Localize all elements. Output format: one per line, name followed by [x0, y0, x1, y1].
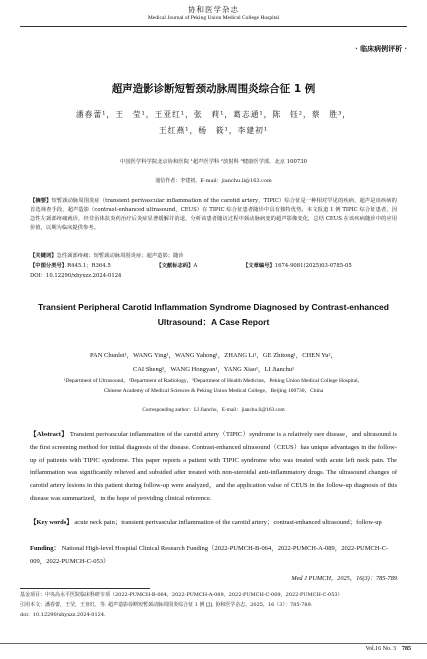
doi-cn[interactable]: DOI：10.12290/xhyxzz.2024-0124	[30, 273, 122, 279]
footnote-divider	[20, 588, 150, 589]
page-footer-divider	[0, 643, 427, 644]
keywords-en	[30, 517, 397, 530]
article-title-en	[20, 300, 407, 330]
abstract-en	[30, 429, 397, 506]
authors-en-line2: CAI Sheng³，WANG Hongyan¹，YANG Xiao¹，LI Jianchu¹	[132, 366, 295, 373]
abstract-cn-text: 短暂颈动脉周围炎症（transient perivascular inflammation of the carotid artery，TIPIC）综合征是一种相对罕见的疾病，超声是该疾病的首选筛查手段，超声造影（contrast-enhanced ultrasound，CEUS）在 TIPIC 综合征患者随诊中具有独特优势。本文报道 1 例 TIPIC 综合征患者，因急性左颈部疼痛就诊，经非甾体抗炎药治疗后炎症显著缓解并消退，分析该患者随访过程中颈动脉病变的超声影像变化，总结 CEUS 在该疾病随诊中的应用价值，以期为临床提供参考。	[30, 198, 397, 232]
header-divider	[20, 26, 407, 27]
abstract-cn-label: 【摘要】	[30, 198, 52, 204]
doc-code-value: A	[193, 263, 198, 269]
affiliations-en-line1: ¹Department of Ultrasound，²Department of Radiology，³Department of Health Medicine，Peking Union Medical College Hospital，	[63, 378, 364, 384]
clc-value: R445.1；R364.5	[67, 263, 111, 269]
clc-field	[30, 263, 133, 269]
footnote-doi[interactable]: doi：10.12290/xhyxzz.2024-0124.	[20, 612, 106, 618]
keywords-en-text: acute neck pain；transient perivascular inflammation of the carotid artery；contrast-enhanced ultrasound；follow-up	[74, 519, 382, 526]
page-footer	[365, 646, 411, 652]
footnote-citation: 引用本文：潘春蕾，王莹，王亚红，等. 超声造影诊断短暂颈动脉周围炎综合征 1 例 [J]. 协和医学杂志，2025，16（3）：785-789.	[20, 602, 313, 608]
article-title-en-line2: Ultrasound：A Case Report	[157, 317, 270, 327]
article-no-field	[243, 263, 374, 269]
page-number: 785	[402, 646, 411, 652]
funding-en	[30, 543, 397, 569]
article-no-label: 【文章编号】	[243, 263, 275, 269]
authors-cn-line1: 潘春蕾¹，王 莹¹，王亚红¹，张 莉¹，葛志通¹，陈 钰²，蔡 胜³，	[75, 110, 352, 119]
keywords-en-label: 【Key words】	[30, 519, 73, 526]
corresponding-author-cn: 通信作者：李建初，E-mail：jianchu.li@163.com	[155, 178, 272, 184]
article-no-value: 1674-9081(2025)03-0785-05	[274, 263, 352, 269]
keywords-cn	[30, 251, 397, 259]
abstract-en-text: Transient perivascular inflammation of the carotid artery（TIPIC）syndrome is a relatively rare disease，and ultrasound is the first screening method for initial diagnosis of the disease. Contrast-enhanced ultrasound（CEUS）has unique advantages in the follow-up of patients with TIPIC syndrome. This paper reports a patient with TIPIC syndrome who was treated with acute left neck pain. The inflammation was significantly relieved and subsided after treated with non-steroidal anti-inflammatory drugs. The ultrasound changes of carotid artery lesions in this patient during follow-up were analyzed，and the application value of CEUS in the follow-up diagnosis of this disease was summarized，in the hope of providing clinical reference.	[30, 431, 397, 502]
funding-en-label: Funding：	[30, 545, 60, 552]
footnote-fund: 基金项目：中央高水平医院临床科研专项（2022-PUMCH-B-064，2022-PUMCH-A-089，2022-PUMCH-C-009，2022-PUMCH-C-053）	[20, 592, 343, 598]
journal-title-cn: 协和医学杂志	[188, 5, 239, 14]
doc-code-label: 【文献标志码】	[156, 263, 194, 269]
keywords-cn-label: 【关键词】	[30, 253, 57, 259]
keywords-cn-text: 急性颈部疼痛；短暂颈动脉周围炎症；超声造影；随诊	[56, 253, 184, 259]
affiliations-cn: 中国医学科学院北京协和医院 ¹超声医学科 ²放射科 ³健康医学部，北京 100730	[120, 159, 307, 165]
abstract-cn	[30, 197, 397, 233]
authors-cn-line2: 王红燕¹，杨 筱¹，李建初¹	[158, 126, 269, 135]
corresponding-author-en: Corresponding author：LI Jianchu，E-mail：jianchu.li@163.com	[142, 407, 285, 413]
classification-row	[30, 261, 397, 269]
citation-en: Med J PUMCH，2025，16(3)：785-789	[291, 575, 397, 582]
authors-cn	[60, 107, 367, 139]
authors-en	[50, 349, 377, 377]
abstract-en-label: 【Abstract】	[30, 431, 68, 438]
affiliations-en-line2: Chinese Academy of Medical Sciences & Peking Union Medical College，Beijing 100730，China	[103, 387, 324, 394]
authors-en-line1: PAN Chunlei¹，WANG Ying¹，WANG Yahong¹，ZHANG Li¹，GE Zhitong¹，CHEN Yu²，	[90, 352, 337, 359]
clc-label: 【中图分类号】	[30, 263, 68, 269]
article-title-en-line1: Transient Peripheral Carotid Inflammation Syndrome Diagnosed by Contrast-enhanced	[38, 302, 389, 312]
doc-code-field	[156, 263, 219, 269]
journal-title-en: Medical Journal of Peking Union Medical College Hospital	[147, 15, 280, 21]
funding-en-text: National High-level Hospital Clinical Research Funding（2022-PUMCH-B-064，2022-PUMCH-A-089，2022-PUMCH-C-009，2022-PUMCH-C-053）	[30, 545, 389, 565]
issue-label: Vol.16 No. 3	[365, 646, 396, 652]
section-label: · 临床病例评析 ·	[355, 44, 407, 53]
article-title-cn: 超声造影诊断短暂颈动脉周围炎综合征 1 例	[111, 83, 316, 95]
affiliations-en	[25, 377, 402, 396]
